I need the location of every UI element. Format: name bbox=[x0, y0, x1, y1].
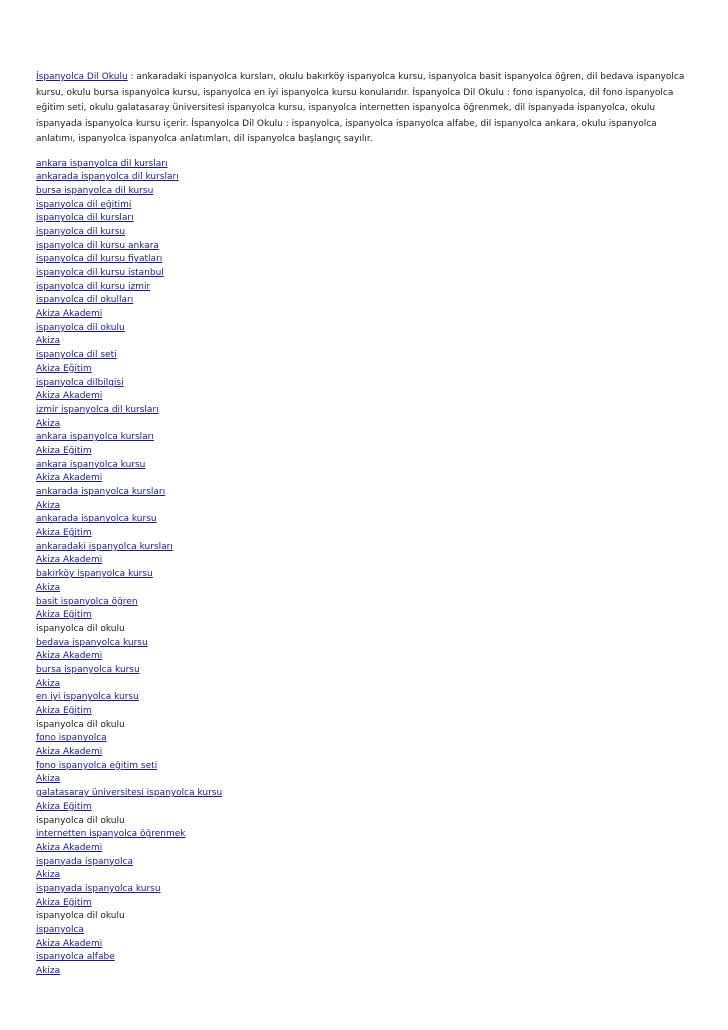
list-item bbox=[36, 486, 696, 500]
list-item bbox=[36, 678, 696, 692]
keyword-link[interactable]: Akiza bbox=[36, 774, 61, 785]
list-item bbox=[36, 445, 696, 459]
keyword-link[interactable]: Akiza Akademi bbox=[36, 651, 103, 662]
list-item bbox=[36, 541, 696, 555]
keyword-link[interactable]: ankaradaki ispanyolca kursları bbox=[36, 541, 173, 552]
keyword-link[interactable]: en iyi ispanyolca kursu bbox=[36, 692, 139, 703]
list-item bbox=[36, 596, 696, 610]
keyword-link[interactable]: Akiza Eğitim bbox=[36, 706, 92, 716]
keyword-link[interactable]: Akiza Akademi bbox=[36, 473, 103, 484]
list-item bbox=[36, 513, 696, 527]
keyword-link[interactable]: izmir ispanyolca dil kursları bbox=[36, 404, 159, 415]
list-item bbox=[36, 732, 696, 746]
keyword-link[interactable]: basit ispanyolca öğren bbox=[36, 596, 138, 607]
keyword-link[interactable]: ispanyolca dilbilgisi bbox=[36, 377, 124, 388]
list-item bbox=[36, 705, 696, 719]
list-item bbox=[36, 965, 696, 979]
list-item bbox=[36, 418, 696, 432]
keyword-link[interactable]: Akiza Eğitim bbox=[36, 445, 92, 456]
keyword-link[interactable]: ispanyada ispanyolca kursu bbox=[36, 883, 161, 894]
intro-text: : ankaradaki ispanyolca kursları, okulu bakırköy ispanyolca kursu, ispanyolca basit ispanyolca öğren, dil bedava ispanyolca kursu, okulu bursa ispanyolca kursu, ispanyolca en iyi ispanyolca kursu konularıdır. İspanyolca Dil Okulu : fono ispanyolca, dil fono ispanyolca eğitim seti, okulu galatasaray üniversitesi ispanyolca kursu, ispanyolca internetten ispanyolca öğrenmek, dil ispanyada ispanyolca, okulu ispanyada ispanyolca kursu içerir. İspanyolca Dil Okulu : ispanyolca, ispanyolca ispanyolca alfabe, dil ispanyolca ankara, okulu ispanyolca anlatımı, ispanyolca ispanyolca anlatımları, dil ispanyolca başlangıç sayılır. bbox=[36, 72, 685, 144]
keyword-link[interactable]: bedava ispanyolca kursu bbox=[36, 637, 148, 648]
keyword-link[interactable]: Akiza Akademi bbox=[36, 938, 103, 949]
keyword-link[interactable]: ispanyolca dil kursu ankara bbox=[36, 240, 159, 251]
keyword-link[interactable]: ankarada ispanyolca kursları bbox=[36, 487, 166, 497]
list-item bbox=[36, 938, 696, 952]
list-item bbox=[36, 924, 696, 938]
keyword-link[interactable]: Akiza Akademi bbox=[36, 309, 103, 320]
list-item bbox=[36, 472, 696, 486]
list-item bbox=[36, 623, 696, 637]
keyword-link[interactable]: Akiza bbox=[36, 678, 61, 689]
list-item bbox=[36, 185, 696, 199]
list-item bbox=[36, 199, 696, 213]
keyword-text: ispanyolca dil okulu bbox=[36, 911, 125, 922]
keyword-link[interactable]: ispanyolca dil kursu fiyatları bbox=[36, 254, 163, 265]
list-item bbox=[36, 691, 696, 705]
document-page bbox=[36, 70, 696, 979]
list-item bbox=[36, 951, 696, 965]
list-item bbox=[36, 253, 696, 267]
list-item bbox=[36, 746, 696, 760]
list-item bbox=[36, 582, 696, 596]
keyword-link[interactable]: Akiza Eğitim bbox=[36, 528, 92, 539]
keyword-link[interactable]: Akiza Eğitim bbox=[36, 801, 92, 812]
list-item bbox=[36, 815, 696, 829]
list-item bbox=[36, 897, 696, 911]
keyword-link[interactable]: ispanyolca dil okulu bbox=[36, 322, 125, 333]
keyword-link[interactable]: ispanyolca bbox=[36, 925, 84, 935]
list-item bbox=[36, 377, 696, 391]
list-item bbox=[36, 212, 696, 226]
list-item bbox=[36, 842, 696, 856]
keyword-link[interactable]: galatasaray üniversitesi ispanyolca kursu bbox=[36, 788, 223, 799]
list-item bbox=[36, 856, 696, 870]
list-item bbox=[36, 349, 696, 363]
list-item bbox=[36, 869, 696, 883]
keyword-link[interactable]: bursa ispanyolca kursu bbox=[36, 664, 140, 675]
list-item bbox=[36, 527, 696, 541]
list-item bbox=[36, 171, 696, 185]
keyword-link[interactable]: Akiza Akademi bbox=[36, 555, 103, 566]
keyword-link[interactable]: Akiza Eğitim bbox=[36, 363, 92, 374]
list-item bbox=[36, 719, 696, 733]
list-item bbox=[36, 294, 696, 308]
list-item bbox=[36, 240, 696, 254]
keyword-link[interactable]: Akiza bbox=[36, 582, 61, 593]
list-item bbox=[36, 500, 696, 514]
list-item bbox=[36, 828, 696, 842]
keyword-link[interactable]: ispanyolca dil okulları bbox=[36, 295, 134, 306]
list-item bbox=[36, 267, 696, 281]
keyword-link[interactable]: bursa ispanyolca dil kursu bbox=[36, 185, 154, 196]
list-item bbox=[36, 335, 696, 349]
keyword-text: ispanyolca dil okulu bbox=[36, 623, 125, 634]
keyword-link[interactable]: ispanyolca alfabe bbox=[36, 952, 115, 963]
list-item bbox=[36, 760, 696, 774]
list-item bbox=[36, 883, 696, 897]
keyword-link[interactable]: ispanyada ispanyolca bbox=[36, 856, 133, 867]
keyword-link[interactable]: Akiza Akademi bbox=[36, 391, 103, 402]
keyword-link[interactable]: ankarada ispanyolca dil kursları bbox=[36, 172, 179, 183]
list-item bbox=[36, 281, 696, 295]
keyword-link[interactable]: internetten ispanyolca öğrenmek bbox=[36, 829, 186, 840]
list-item bbox=[36, 554, 696, 568]
keyword-link[interactable]: Akiza Eğitim bbox=[36, 610, 92, 621]
keyword-link[interactable]: Akiza Akademi bbox=[36, 842, 103, 853]
keyword-link[interactable]: Akiza Eğitim bbox=[36, 897, 92, 908]
intro-title-link[interactable]: İspanyolca Dil Okulu bbox=[36, 72, 128, 82]
list-item bbox=[36, 664, 696, 678]
list-item bbox=[36, 568, 696, 582]
keyword-link[interactable]: Akiza bbox=[36, 870, 61, 881]
keyword-link[interactable]: ispanyolca dil kursları bbox=[36, 213, 134, 224]
list-item bbox=[36, 308, 696, 322]
keyword-link[interactable]: ankara ispanyolca kursu bbox=[36, 459, 146, 470]
keyword-link[interactable]: ispanyolca dil kursu istanbul bbox=[36, 268, 164, 278]
list-item bbox=[36, 787, 696, 801]
list-item bbox=[36, 158, 696, 172]
list-item bbox=[36, 459, 696, 473]
keyword-link[interactable]: ispanyolca dil eğitimi bbox=[36, 199, 132, 210]
keyword-link[interactable]: ispanyolca dil kursu izmir bbox=[36, 281, 151, 292]
list-item bbox=[36, 637, 696, 651]
keyword-link[interactable]: fono ispanyolca eğitim seti bbox=[36, 760, 158, 771]
keyword-link[interactable]: ankara ispanyolca dil kursları bbox=[36, 158, 168, 169]
keyword-link-list bbox=[36, 158, 696, 979]
keyword-text: ispanyolca dil okulu bbox=[36, 719, 125, 730]
keyword-link[interactable]: bakırköy ispanyolca kursu bbox=[36, 569, 153, 580]
keyword-link[interactable]: ankarada ispanyolca kursu bbox=[36, 514, 157, 525]
list-item bbox=[36, 431, 696, 445]
list-item bbox=[36, 650, 696, 664]
keyword-link[interactable]: ispanyolca dil seti bbox=[36, 350, 117, 361]
intro-paragraph bbox=[36, 70, 696, 148]
list-item bbox=[36, 801, 696, 815]
keyword-link[interactable]: Akiza bbox=[36, 500, 61, 511]
list-item bbox=[36, 363, 696, 377]
list-item bbox=[36, 910, 696, 924]
keyword-link[interactable]: ankara ispanyolca kursları bbox=[36, 432, 154, 443]
keyword-link[interactable]: Akiza bbox=[36, 418, 61, 429]
list-item bbox=[36, 322, 696, 336]
keyword-link[interactable]: ispanyolca dil kursu bbox=[36, 226, 126, 237]
keyword-text: ispanyolca dil okulu bbox=[36, 815, 125, 826]
list-item bbox=[36, 390, 696, 404]
list-item bbox=[36, 226, 696, 240]
keyword-link[interactable]: Akiza Akademi bbox=[36, 747, 103, 758]
keyword-link[interactable]: Akiza bbox=[36, 336, 61, 347]
list-item bbox=[36, 609, 696, 623]
keyword-link[interactable]: fono ispanyolca bbox=[36, 733, 107, 744]
keyword-link[interactable]: Akiza bbox=[36, 966, 61, 977]
list-item bbox=[36, 404, 696, 418]
list-item bbox=[36, 773, 696, 787]
